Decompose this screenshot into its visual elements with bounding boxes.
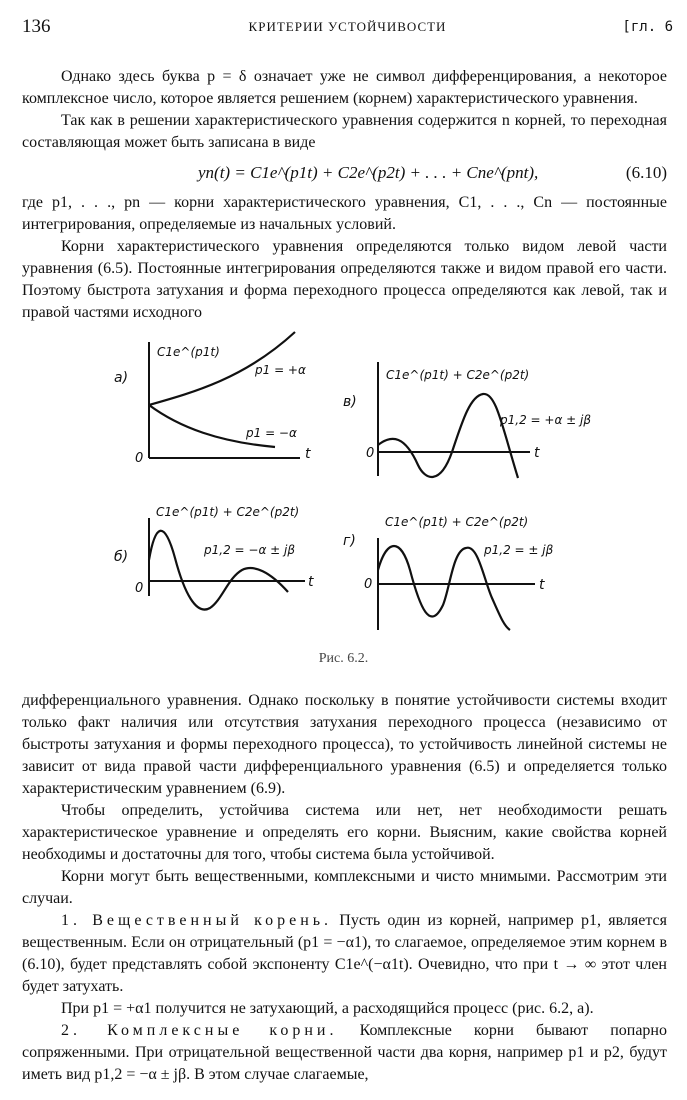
axis-label: t — [308, 574, 314, 590]
origin-label: 0 — [364, 577, 373, 592]
panel-v — [343, 362, 591, 478]
axis-label: t — [534, 445, 540, 461]
curve-label: C1e^(p1t) — [157, 345, 220, 359]
paragraph: Чтобы определить, устойчива система или нет, нет необходимости решать характеристическое уравнение и определять его корни. Выясним, какие свойства корней необходимы и достаточны для того, чтобы система была устойчивой. — [22, 802, 667, 863]
paragraph: При p1 = +α1 получится не затухающий, а расходящийся процесс (рис. 6.2, а). — [61, 1000, 594, 1017]
panel-label: г) — [343, 533, 356, 549]
curve-label: C1e^(p1t) + C2e^(p2t) — [156, 505, 300, 519]
axis-label: t — [539, 577, 545, 593]
paragraph: Однако здесь буква p = δ означает уже не символ дифференцирования, а некоторое комплексное число, которое является решением (корнем) характеристического уравнения. — [22, 68, 667, 107]
paragraph: дифференциального уравнения. Однако поскольку в понятие устойчивости системы входит только факт наличия или отсутствия затухания переходного процесса (независимо от быстроты затухания и формы переходного процесса), то устойчивость линейной системы не зависит от вида правой части дифференциального уравнения (6.5) и определяется только характеристическим уравнением (6.9). — [22, 692, 667, 797]
paragraph: где p1, . . ., pn — корни характеристического уравнения, C1, . . ., Cn — постоянные интегрирования, определяемые из начальных условий. — [22, 194, 667, 233]
panel-g — [343, 515, 554, 630]
case-1-heading: 1. Вещественный корень. — [61, 912, 333, 929]
panel-label: а) — [114, 370, 129, 386]
bottom-text — [22, 690, 667, 1086]
curve-label: C1e^(p1t) + C2e^(p2t) — [385, 515, 529, 529]
paragraph: Корни характеристического уравнения определяются только видом левой части уравнения (6.5). Постоянные интегрирования определяются также и видом правой его части. Поэтому быстрота затухания и форма переходного процесса определяются как левой, так и правой частями исходного — [22, 238, 667, 321]
equation-number: (6.10) — [625, 163, 667, 182]
case-1-text: Пусть один из корней, например p1, является вещественным. Если он отрицательный (p1 = −α1), то слагаемое, определяемое этим корнем в (6.10), будет представлять собой экспоненту C1e^(−α1t). Очевидно, что при t → ∞ этот член будет затухать. — [22, 912, 667, 995]
paragraph: Корни могут быть вещественными, комплексными и чисто мнимыми. Рассмотрим эти случаи. — [22, 868, 667, 907]
axis-label: t — [305, 446, 311, 462]
annotation: p1 = +α — [255, 363, 306, 377]
undamped-oscillation-curve — [378, 546, 510, 630]
panel-label: в) — [343, 394, 357, 410]
panel-b — [114, 505, 314, 610]
equation-body: yn(t) = C1e^(p1t) + C2e^(p2t) + . . . + Cne^(pnt), — [198, 163, 539, 182]
origin-label: 0 — [135, 581, 144, 596]
panel-a — [114, 332, 311, 466]
figure-6-2 — [100, 330, 600, 640]
top-text — [22, 66, 667, 324]
case-2-text: Комплексные корни бывают попарно сопряженными. При отрицательной вещественной части два корня, например p1 и p2, будут иметь вид p1,2 = −α ± jβ. В этом случае слагаемые, — [22, 1022, 667, 1083]
annotation: p1 = −α — [246, 426, 297, 440]
chapter-ref: [гл. 6 — [622, 19, 673, 35]
figure-caption: Рис. 6.2. — [318, 651, 369, 666]
annotation: p1,2 = −α ± jβ — [204, 543, 296, 557]
annotation: p1,2 = +α ± jβ — [500, 413, 592, 427]
panel-label: б) — [114, 549, 129, 565]
page-number: 136 — [22, 16, 51, 37]
running-title: КРИТЕРИИ УСТОЙЧИВОСТИ — [248, 19, 447, 34]
equation-6-10 — [22, 162, 667, 188]
origin-label: 0 — [366, 446, 375, 461]
annotation: p1,2 = ± jβ — [484, 543, 554, 557]
paragraph: Так как в решении характеристического уравнения содержится n корней, то переходная составляющая может быть записана в виде — [22, 112, 667, 151]
page-header — [22, 16, 673, 40]
curve-label: C1e^(p1t) + C2e^(p2t) — [386, 368, 530, 382]
origin-label: 0 — [135, 451, 144, 466]
case-1-paragraph — [22, 910, 667, 998]
case-2-heading: 2. Комплексные корни. — [61, 1022, 338, 1039]
case-2-paragraph — [22, 1020, 667, 1086]
growing-oscillation-curve — [378, 394, 518, 478]
